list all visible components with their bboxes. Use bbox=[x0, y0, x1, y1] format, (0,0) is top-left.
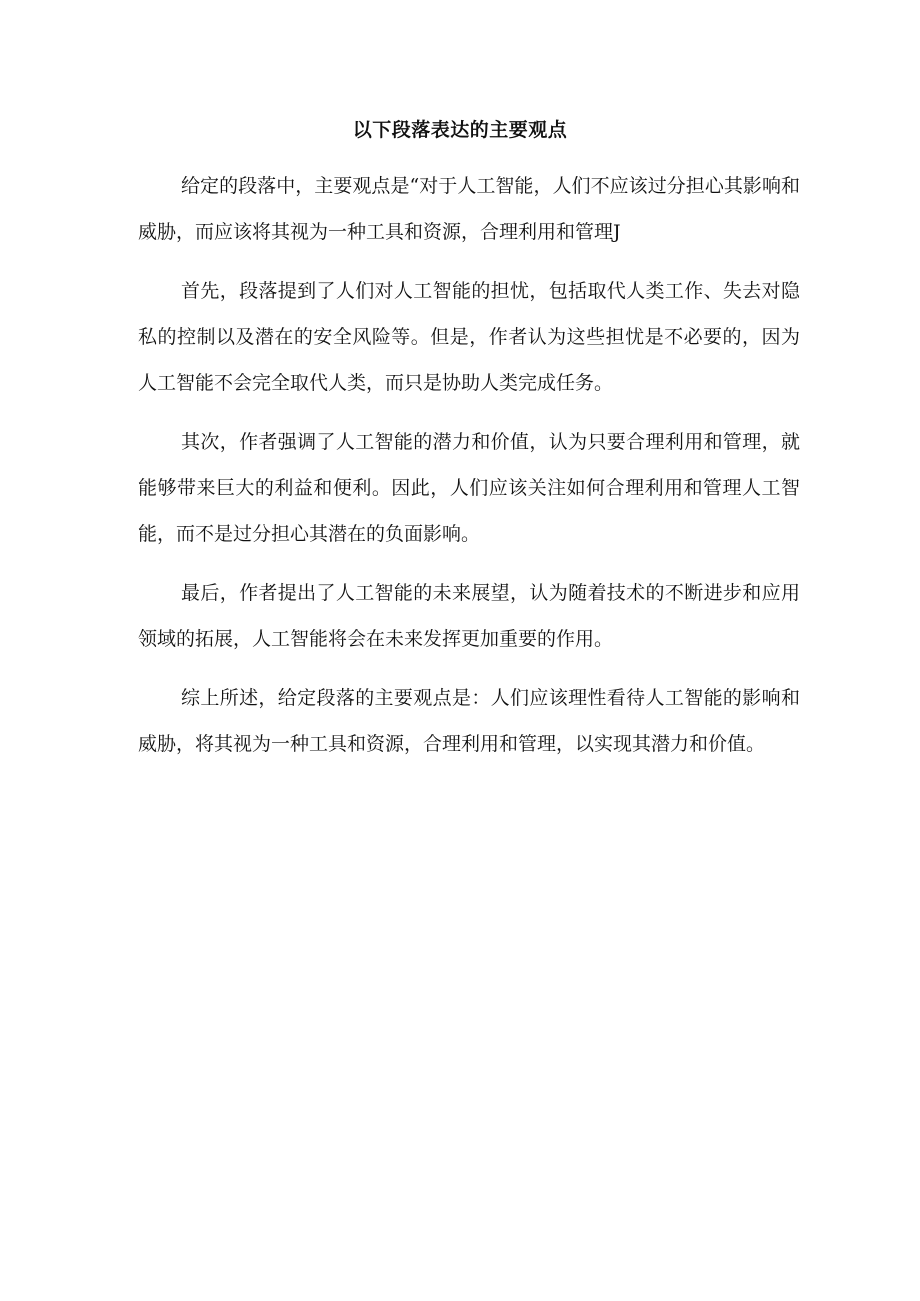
paragraph-summary: 综上所述，给定段落的主要观点是：人们应该理性看待人工智能的影响和威胁，将其视为一种工具和资源，合理利用和管理，以实现其潜力和价值。 bbox=[138, 687, 800, 755]
paragraph-intro: 给定的段落中，主要观点是“对于人工智能，人们不应该过分担心其影响和威胁，而应该将其视为一种工具和资源，合理利用和管理J bbox=[138, 175, 800, 243]
paragraph-first: 首先，段落提到了人们对人工智能的担忧，包括取代人类工作、失去对隐私的控制以及潜在的安全风险等。但是，作者认为这些担忧是不必要的，因为人工智能不会完全取代人类，而只是协助人类完成任务。 bbox=[138, 280, 800, 394]
paragraph-last: 最后，作者提出了人工智能的未来展望，认为随着技术的不断进步和应用领域的拓展，人工智能将会在未来发挥更加重要的作用。 bbox=[138, 582, 800, 650]
document-body bbox=[138, 163, 800, 780]
document-title: 以下段落表达的主要观点 bbox=[352, 119, 568, 141]
paragraph-second: 其次，作者强调了人工智能的潜力和价值，认为只要合理利用和管理，就能够带来巨大的利益和便利。因此，人们应该关注如何合理利用和管理人工智能，而不是过分担心其潜在的负面影响。 bbox=[138, 431, 800, 545]
